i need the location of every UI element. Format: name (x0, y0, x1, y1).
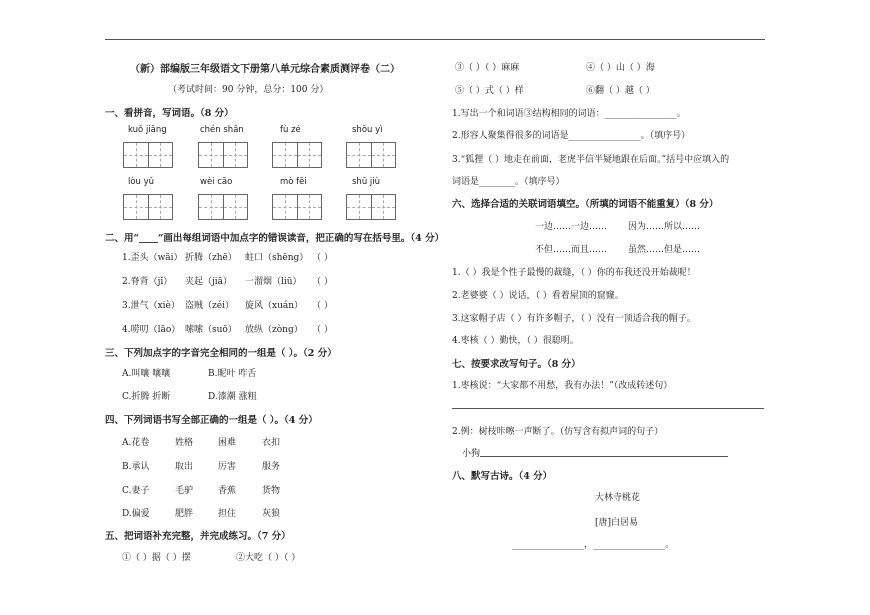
question-row: 折腾（zhē） (185, 253, 237, 263)
pinyin-label: wèi cāo (200, 177, 233, 187)
word-option[interactable]: C.妻子 (122, 486, 150, 496)
word: 厉害 (218, 462, 237, 472)
pinyin-label: shū jiù (352, 177, 381, 187)
option-b[interactable]: B.昵叶 咋舌 (208, 369, 257, 379)
question-row: 夹起（jiā） (185, 277, 233, 287)
question-row: 放纵（zòng） (245, 325, 303, 335)
word-option[interactable]: B.承认 (122, 462, 150, 472)
answer-blank[interactable]: （ ） (312, 301, 333, 311)
writing-grid[interactable] (272, 142, 322, 168)
poem-title: 大林寺桃花 (595, 493, 641, 503)
pinyin-label: chén shān (200, 125, 244, 135)
section-8-heading: 八、默写古诗。（4 分） (452, 471, 553, 482)
question-row: 盗贼（zéi） (185, 301, 234, 311)
word: 服务 (262, 462, 281, 472)
word-option[interactable]: A.花卷 (122, 438, 150, 448)
word: 担住 (218, 509, 237, 519)
answer-line[interactable] (452, 408, 764, 409)
conjunction-pair: 虽然……但是…… (628, 245, 701, 255)
idiom-blank[interactable]: ⑤（ ）式（ ）样 (455, 86, 524, 96)
section-7-heading: 七、按要求改写句子。（8 分） (452, 359, 581, 370)
section-3-heading: 三、下列加点字的字音完全相同的一组是（ ）。（2 分） (105, 348, 337, 359)
answer-blank[interactable]: （ ） (312, 277, 333, 287)
question-row: 旋风（xuán） (245, 301, 304, 311)
idiom-blank[interactable]: ④（ ）山（ ）海 (586, 63, 655, 73)
question-row: 嗦嗦（suō） (185, 325, 237, 335)
writing-grid[interactable] (198, 142, 248, 168)
word: 灰狼 (262, 509, 281, 519)
question-text: 词语是________。（填序号） (452, 177, 565, 187)
answer-blank[interactable]: （ ） (312, 325, 333, 335)
question-row: 一溜烟（liū） (245, 277, 302, 287)
question-text: 1.（ ）我是个性子最慢的裁缝，（ ）你的布我还没开始裁呢！ (452, 268, 696, 278)
poem-author: [唐]白居易 (595, 518, 639, 528)
word: 肥胖 (175, 509, 194, 519)
writing-grid[interactable] (346, 194, 396, 220)
conjunction-pair: 因为……所以…… (628, 222, 701, 232)
question-row: 2.脊背（jǐ） (122, 277, 173, 287)
question-text: 1.枣核说：“大家都不用愁，我有办法！”（改成转述句） (452, 381, 673, 391)
writing-grid[interactable] (198, 194, 248, 220)
question-row: 4.唠叨（lāo） (122, 325, 181, 335)
option-d[interactable]: D.漆潮 涨粗 (208, 392, 257, 402)
conjunction-pair: 不但……而且…… (535, 245, 608, 255)
question-text: 2.例：树枝咔嚓一声断了。（仿写含有拟声词的句子） (452, 427, 664, 437)
question-row: 3.泄气（xiè） (122, 301, 180, 311)
question-row: 1.歪头（wāi） (122, 253, 183, 263)
section-4-heading: 四、下列词语书写全部正确的一组是（ ）。（4 分） (105, 415, 318, 426)
word: 取出 (175, 462, 194, 472)
question-text: 4.枣核（ ）勤快，（ ）很聪明。 (452, 336, 579, 346)
pinyin-label: mò fēi (280, 177, 307, 187)
section-1-heading: 一、看拼音，写词语。（8 分） (105, 108, 234, 119)
pinyin-label: fù zé (280, 125, 301, 135)
pinyin-label: kuǒ jiǎng (128, 125, 167, 135)
word: 困难 (218, 438, 237, 448)
section-2-heading: 二、用“____”画出每组词语中加点字的错误读音，把正确的写在括号里。（4 分） (105, 233, 445, 244)
option-a[interactable]: A.叫嚷 嚷嚷 (122, 369, 171, 379)
question-row: 蛀口（shēng） (245, 253, 309, 263)
exam-info: （考试时间：90 分钟，总分：100 分） (168, 85, 329, 95)
writing-grid[interactable] (272, 194, 322, 220)
poem-answer-line[interactable]: ________________，________________。 (512, 540, 675, 550)
idiom-blank[interactable]: ①（ ）据（ ）摆 (122, 553, 191, 563)
page-title: （新）部编版三年级语文下册第八单元综合素质测评卷（二） (130, 64, 400, 75)
answer-prefix: 小狗 (462, 449, 481, 459)
question-text: 1.写出一个和词语③结构相同的词语：________________。 (452, 109, 686, 119)
section-6-heading: 六、选择合适的关联词语填空。（所填的词语不能重复）（8 分） (452, 199, 719, 210)
idiom-blank[interactable]: ②大吃（ ）（ ） (236, 553, 301, 563)
word: 衣扣 (262, 438, 281, 448)
pinyin-label: lòu yǔ (128, 177, 155, 187)
question-text: 3.这家帽子店（ ）有许多帽子，（ ）没有一顶适合我的帽子。 (452, 314, 696, 324)
writing-grid[interactable] (123, 194, 173, 220)
idiom-blank[interactable]: ⑥翻（ ）越（ ） (586, 86, 655, 96)
word: 香蕉 (218, 486, 237, 496)
word: 毛驴 (175, 486, 194, 496)
word: 货物 (262, 486, 281, 496)
answer-line[interactable] (480, 456, 728, 457)
pinyin-label: shǒu yì (352, 125, 383, 135)
writing-grid[interactable] (346, 142, 396, 168)
writing-grid[interactable] (123, 142, 173, 168)
word: 姓格 (175, 438, 194, 448)
section-5-heading: 五、把词语补充完整，并完成练习。（7 分） (105, 531, 291, 542)
answer-blank[interactable]: （ ） (312, 253, 333, 263)
option-c[interactable]: C.折腾 折断 (122, 392, 171, 402)
question-text: 2.老婆婆（ ）说话，（ ）看着屋顶的窟窿。 (452, 291, 624, 301)
idiom-blank[interactable]: ③（ ）（ ）麻麻 (455, 63, 520, 73)
question-text: 3.“狐狸（ ）地走在前面，老虎半信半疑地跟在后面。”括号中应填入的 (452, 155, 730, 165)
conjunction-pair: 一边……一边…… (535, 222, 608, 232)
word-option[interactable]: D.偏爱 (122, 509, 150, 519)
top-rule (105, 39, 765, 40)
question-text: 2.形容人聚集得很多的词语是________________。（填序号） (452, 131, 691, 141)
